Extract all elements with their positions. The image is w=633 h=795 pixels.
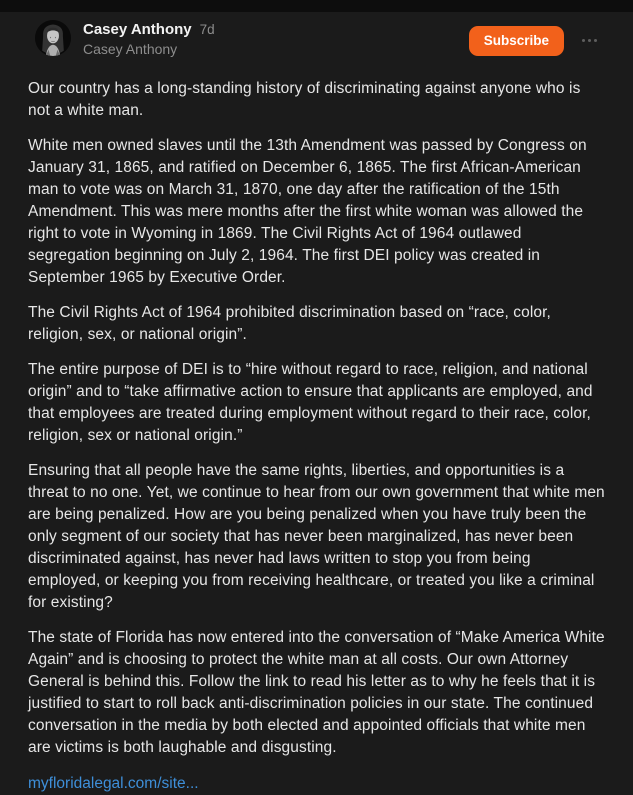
more-options-icon[interactable]: [580, 35, 599, 46]
post-paragraph: Our country has a long-standing history of discriminating against anyone who is not a white man.: [28, 80, 581, 119]
post-header: [28, 20, 605, 57]
publication-name[interactable]: Casey Anthony: [83, 41, 178, 57]
author-name[interactable]: Casey Anthony: [83, 21, 192, 38]
post-timestamp: 7d: [199, 22, 215, 37]
header-actions: [469, 20, 605, 56]
post-paragraph: Ensuring that all people have the same rights, liberties, and opportunities is a threat to no one. Yet, we continue to hear from our own government that white men are being penalized. How are you being penalized when you have truly been the only segment of our society that has never been marginalized, has never been discriminated against, has never had laws written to stop you from being employed, or keeping you from receiving healthcare, or treated you like a criminal for existing?: [28, 462, 605, 611]
post-link[interactable]: myfloridalegal.com/site...: [28, 775, 199, 792]
post-body: [28, 78, 605, 795]
subscribe-button[interactable]: Subscribe: [469, 26, 564, 56]
avatar[interactable]: [35, 20, 71, 56]
post-paragraph: The Civil Rights Act of 1964 prohibited discrimination based on “race, color, religion, sex, or national origin”.: [28, 304, 551, 343]
avatar-portrait-icon: [35, 20, 71, 56]
author-block: [83, 20, 469, 57]
post-paragraph: The state of Florida has now entered into the conversation of “Make America White Again” and is choosing to protect the white man at all costs. Our own Attorney General is behind this. Follow the link to read his letter as to why he feels that it is justified to start to roll back anti-discrimination policies in our state. The continued conversation in the media by both elected and appointed officials that white men are victims is both laughable and disgusting.: [28, 629, 605, 756]
post-paragraph: White men owned slaves until the 13th Amendment was passed by Congress on January 31, 1865, and ratified on December 6, 1865. The first African-American man to vote was on March 31, 1870, one day after the ratification of the 15th Amendment. This was mere months after the first white woman was allowed the right to vote in Wyoming in 1869. The Civil Rights Act of 1964 outlawed segregation beginning on July 2, 1964. The first DEI policy was created in September 1965 by Executive Order.: [28, 137, 587, 286]
author-line: [83, 21, 469, 38]
post-paragraph: The entire purpose of DEI is to “hire without regard to race, religion, and national origin” and to “take affirmative action to ensure that applicants are employed, and that employees are treated during employment without regard to their race, color, religion, sex or national origin.”: [28, 361, 593, 444]
